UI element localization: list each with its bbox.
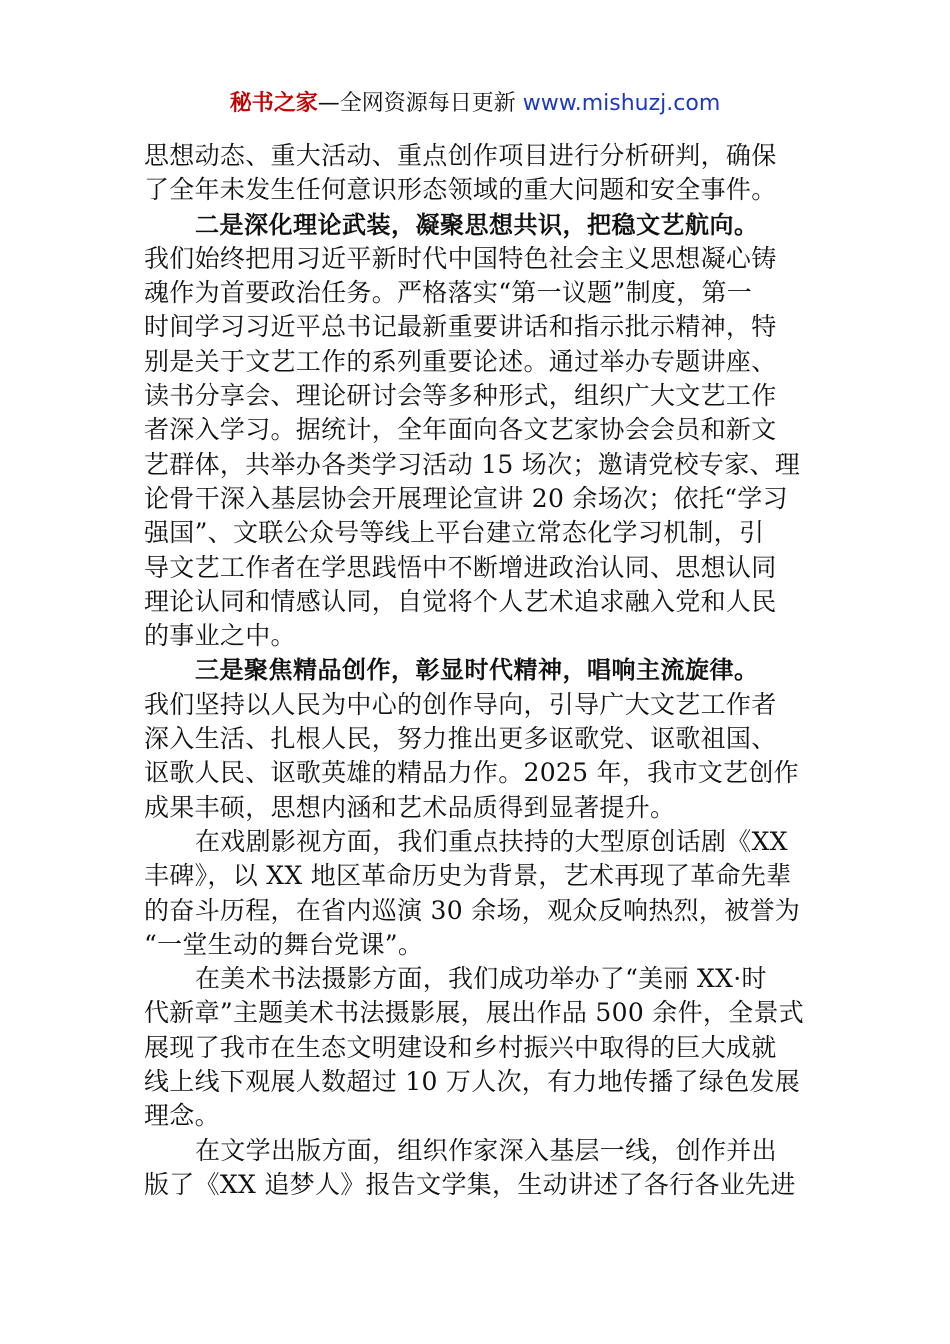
body-text-line: “一堂生动的舞台党课”。	[144, 929, 424, 959]
body-text-line: 在戏剧影视方面，我们重点扶持的大型原创话剧《XX	[195, 826, 788, 856]
section-heading-line: 三是聚焦精品创作，彰显时代精神，唱响主流旋律。	[195, 656, 759, 685]
body-text-line: 论骨干深入基层协会开展理论宣讲 20 余场次；依托“学习	[144, 483, 788, 513]
body-text-line: 艺群体，共举办各类学习活动 15 场次；邀请党校专家、理	[144, 449, 801, 479]
body-text-line: 在文学出版方面，组织作家深入基层一线，创作并出	[195, 1135, 777, 1165]
body-text-line: 思想动态、重大活动、重点创作项目进行分析研判，确保	[144, 141, 777, 170]
body-text-line: 魂作为首要政治任务。严格落实“第一议题”制度，第一	[144, 278, 753, 308]
body-text-line: 读书分享会、理论研讨会等多种形式，组织广大文艺工作	[144, 381, 777, 411]
body-text-line: 版了《XX 追梦人》报告文学集，生动讲述了各行各业先进	[144, 1169, 796, 1199]
body-text-line: 的奋斗历程，在省内巡演 30 余场，观众反响热烈，被誉为	[144, 895, 801, 925]
header-brand: 秘书之家	[229, 91, 318, 116]
page-header	[0, 86, 950, 122]
body-text-line: 别是关于文艺工作的系列重要论述。通过举办专题讲座、	[144, 346, 777, 376]
body-text-line: 强国”、文联公众号等线上平台建立常态化学习机制，引	[144, 518, 765, 548]
body-text-line: 丰碑》，以 XX 地区革命历史为背景，艺术再现了革命先辈	[144, 861, 792, 891]
body-text-line: 我们始终把用习近平新时代中国特色社会主义思想凝心铸	[144, 243, 777, 273]
body-text-line: 在美术书法摄影方面，我们成功举办了“美丽 XX·时	[195, 964, 767, 994]
body-text-line: 代新章”主题美术书法摄影展，展出作品 500 余件，全景式	[144, 998, 805, 1028]
body-text-line: 者深入学习。据统计，全年面向各文艺家协会会员和新文	[144, 415, 777, 445]
body-text-line: 我们坚持以人民为中心的创作导向，引导广大文艺工作者	[144, 689, 777, 719]
body-text-line: 理念。	[144, 1101, 220, 1131]
header-tagline: —全网资源每日更新	[317, 91, 523, 116]
body-text-line: 时间学习习近平总书记最新重要讲话和指示批示精神，特	[144, 312, 777, 342]
section-heading-line: 二是深化理论武装，凝聚思想共识，把稳文艺航向。	[195, 210, 759, 239]
body-text-line: 讴歌人民、讴歌英雄的精品力作。2025 年，我市文艺创作	[144, 758, 799, 788]
body-text-line: 理论认同和情感认同，自觉将个人艺术追求融入党和人民	[144, 586, 777, 616]
body-text-line: 成果丰硕，思想内涵和艺术品质得到显著提升。	[144, 792, 676, 822]
header-url-link[interactable]: www.mishuzj.com	[522, 91, 721, 116]
body-text-line: 导文艺工作者在学思践悟中不断增进政治认同、思想认同	[144, 552, 777, 582]
body-text-line: 展现了我市在生态文明建设和乡村振兴中取得的巨大成就	[144, 1032, 777, 1062]
body-text-line: 了全年未发生任何意识形态领域的重大问题和安全事件。	[144, 175, 777, 205]
body-text-line: 线上线下观展人数超过 10 万人次，有力地传播了绿色发展	[144, 1067, 801, 1097]
document-body	[144, 139, 806, 1202]
body-text-line: 深入生活、扎根人民，努力推出更多讴歌党、讴歌祖国、	[144, 724, 777, 754]
body-text-line: 的事业之中。	[144, 621, 296, 651]
